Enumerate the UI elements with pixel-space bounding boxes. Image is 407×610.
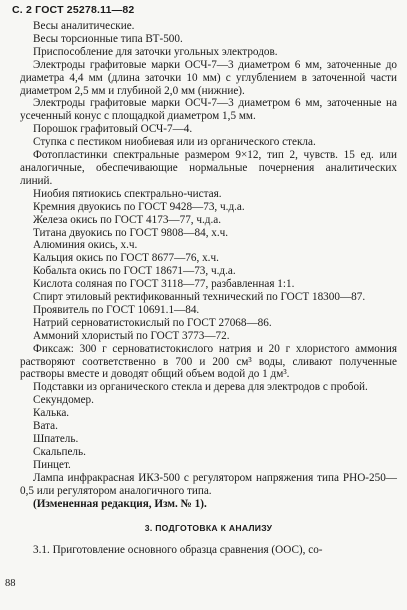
paragraph: Скальпель. [33, 445, 86, 458]
section-paragraph: 3.1. Приготовление основного образца сравнения (ООС), со- [33, 544, 323, 557]
paragraph: Аммоний хлористый по ГОСТ 3773—72. [33, 329, 230, 342]
paragraph: Вата. [33, 420, 58, 433]
paragraph: Весы аналитические. [33, 20, 135, 32]
paragraph: Порошок графитовый ОСЧ-7—4. [33, 123, 193, 136]
body-text [20, 20, 397, 557]
paragraph: Весы торсионные типа ВТ-500. [33, 32, 183, 45]
page-header: С. 2 ГОСТ 25278.11—82 [12, 4, 135, 16]
paragraph: Титана двуокись по ГОСТ 9808—84, х.ч. [33, 226, 229, 239]
paragraph: Электроды графитовые марки ОСЧ-7—3 диаметром 6 мм, заточенные до диаметра 4,4 мм (длина заточки 10 мм) с углублением в заточенной части диаметром 2,5 мм и глубиной 2,0 мм (нижние). [20, 58, 397, 97]
paragraph: Шпатель. [33, 433, 79, 445]
paragraph: (Измененная редакция, Изм. № 1). [33, 497, 207, 510]
paragraph: Калька. [33, 407, 70, 420]
paragraph: Приспособление для заточки угольных электродов. [33, 45, 278, 58]
paragraph: Пинцет. [33, 458, 71, 471]
paragraph: Ступка с пестиком ниобиевая или из органического стекла. [33, 136, 316, 149]
paragraph: Проявитель по ГОСТ 10691.1—84. [33, 303, 200, 316]
paragraph: Фиксаж: 300 г серноватистокислого натрия и 20 г хлористого аммония растворяют соответственно в 700 и 200 см³ воды, сливают полученные растворы вместе и доводят общий объем водой до 1 дм³. [20, 342, 397, 381]
paragraph: Кремния двуокись по ГОСТ 9428—73, ч.д.а. [33, 200, 245, 213]
paragraph: Ниобия пятиокись спектрально-чистая. [33, 187, 222, 200]
paragraph-list [20, 20, 397, 510]
paragraph: Подставки из органического стекла и дерева для электродов с пробой. [33, 381, 368, 394]
paragraph: Лампа инфракрасная ИКЗ-500 с регулятором напряжения типа РНО-250—0,5 или регулятором аналогичного типа. [20, 471, 397, 497]
paragraph: Натрий серноватистокислый по ГОСТ 27068—86. [33, 316, 272, 329]
paragraph: Кобальта окись по ГОСТ 18671—73, ч.д.а. [33, 265, 236, 278]
page-number: 88 [5, 578, 16, 589]
paragraph: Фотопластинки спектральные размером 9×12, тип 2, чувств. 15 ед. или аналогичные, обеспечивающие нормальные почернения аналитических линий. [20, 149, 397, 187]
paragraph: Кислота соляная по ГОСТ 3118—77, разбавленная 1:1. [33, 278, 295, 291]
paragraph: Электроды графитовые марки ОСЧ-7—3 диаметром 6 мм, заточенные на усеченный конус с площадкой диаметром 1,5 мм. [20, 97, 397, 123]
paragraph: Железа окись по ГОСТ 4173—77, ч.д.а. [33, 213, 222, 226]
paragraph: Секундомер. [33, 394, 94, 407]
paragraph: Кальция окись по ГОСТ 8677—76, х.ч. [33, 252, 219, 265]
paragraph: Алюминия окись, х.ч. [33, 239, 138, 252]
section-title: 3. ПОДГОТОВКА К АНАЛИЗУ [144, 523, 273, 534]
paragraph: Спирт этиловый ректификованный технический по ГОСТ 18300—87. [33, 291, 366, 304]
